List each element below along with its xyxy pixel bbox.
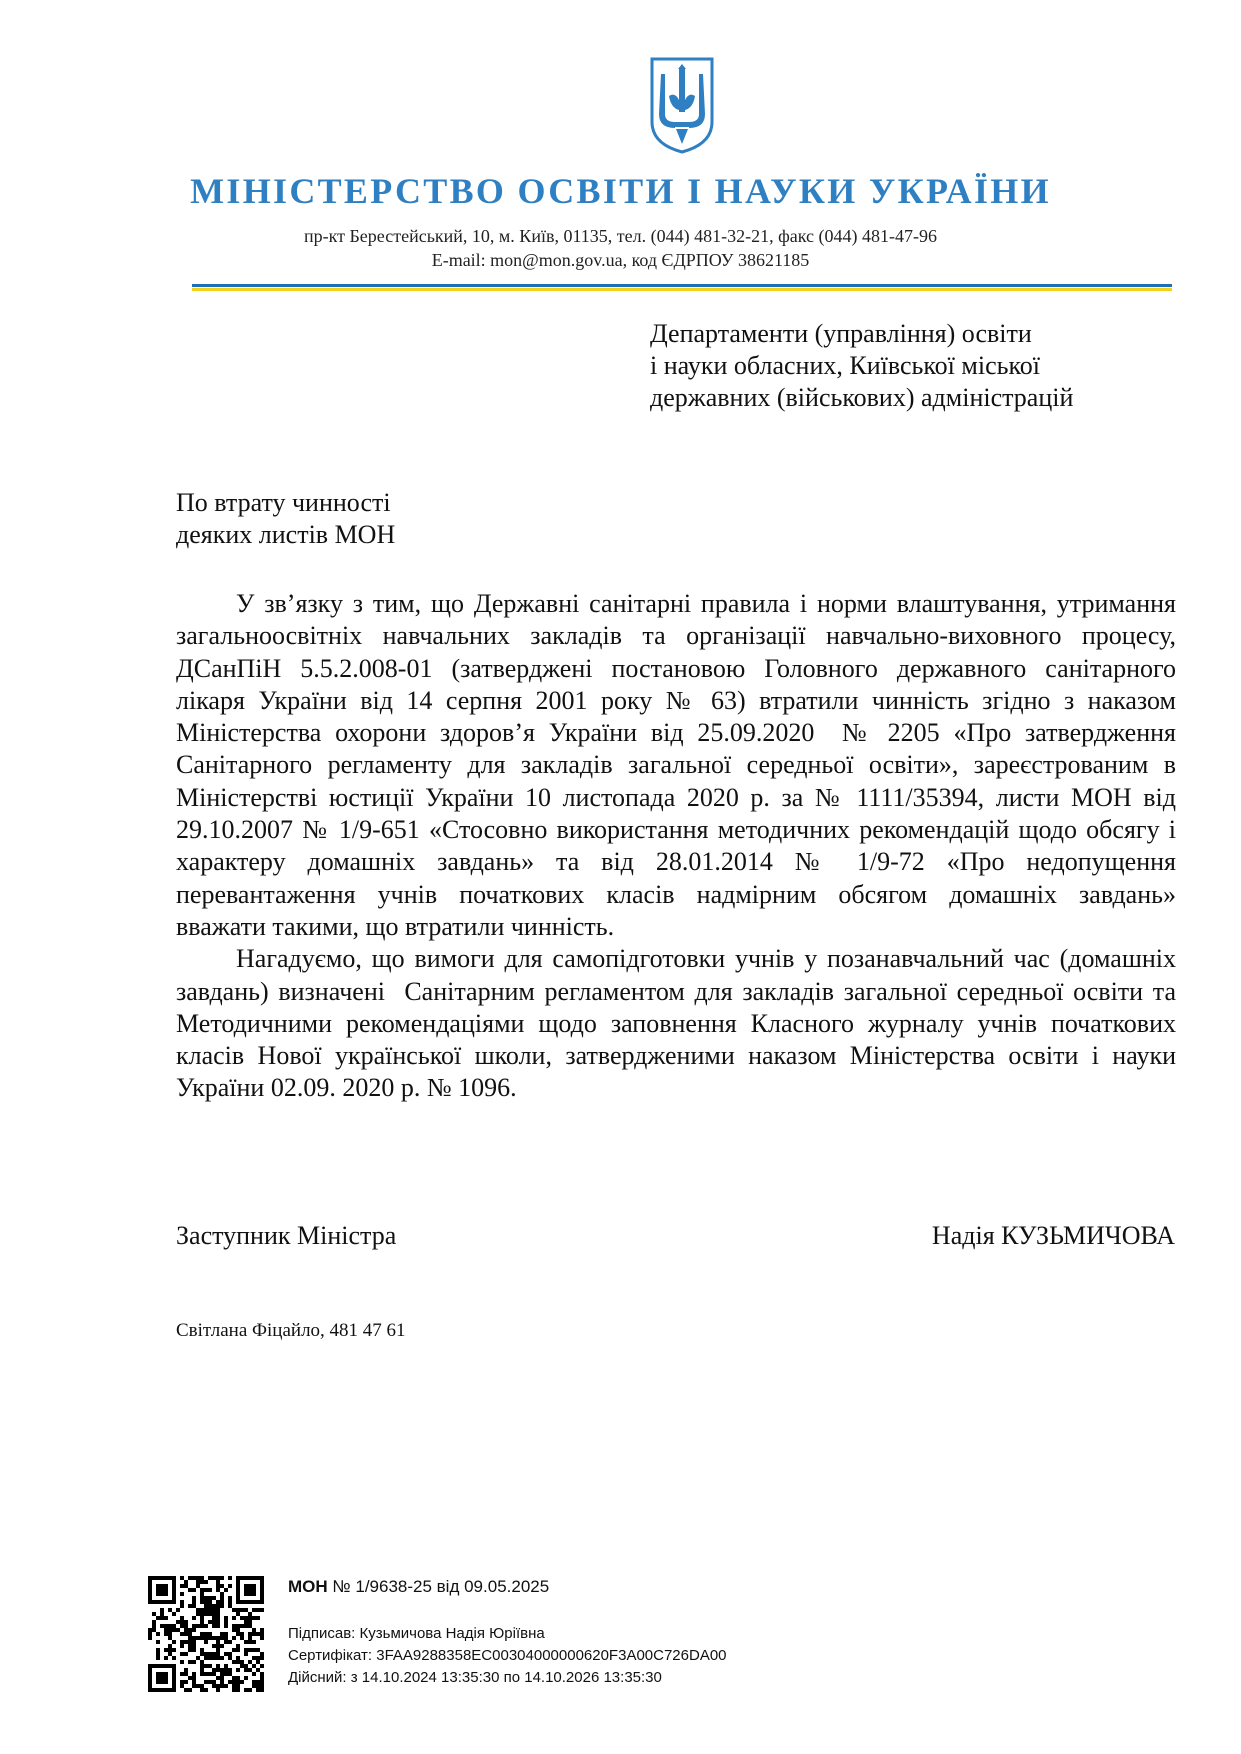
e-stamp-validity: Дійсний: з 14.10.2024 13:35:30 по 14.10.2026 13:35:30: [288, 1669, 662, 1686]
qr-code-icon: [148, 1576, 264, 1692]
recipient-line: і науки обласних, Київської міської: [650, 351, 1041, 380]
ministry-name: МІНІСТЕРСТВО ОСВІТИ І НАУКИ УКРАЇНИ: [190, 171, 1051, 211]
signatory-position: Заступник Міністра: [176, 1221, 397, 1250]
e-stamp-certificate: Сертифікат: 3FAA9288358EC00304000000620F3A00C726DA00: [288, 1647, 727, 1664]
signatory-name: Надія КУЗЬМИЧОВА: [931, 1221, 1175, 1250]
body-paragraph: У зв’язку з тим, що Державні санітарні правила і норми влаштування, утримання загальноосвітніх навчальних закладів та організації навчально-виховного процесу, ДСанПіН 5.5.2.008-01 (затверджені постановою Головного державного санітарного лікаря України від 14 серпня 2001 року № 63) втратили чинність згідно з наказом Міністерства охорони здоров’я України від 25.09.2020 № 2205 «Про затвердження Санітарного регламенту для закладів загальної середньої освіти», зареєстрованим в Міністерстві юстиції України 10 листопада 2020 р. за № 1111/35394, листи МОН від 29.10.2007 № 1/9-651 «Стосовно використання методичних рекомендацій щодо обсягу і характеру домашніх завдань» та від 28.01.2014 № 1/9-72 «Про недопущення перевантаження учнів початкових класів надмірним обсягом домашніх завдань» вважати такими, що втратили чинність.: [176, 589, 1196, 941]
ministry-address: пр-кт Берестейський, 10, м. Київ, 01135, тел. (044) 481-32-21, факс (044) 481-47-96: [303, 226, 938, 246]
e-stamp-signer: Підписав: Кузьмичова Надія Юріївна: [288, 1625, 545, 1642]
header-stripe-yellow: [192, 288, 1172, 291]
body-paragraph: Нагадуємо, що вимоги для самопідготовки учнів у позанавчальний час (домашніх завдань) визначені Санітарним регламентом для закладів загальної середньої освіти та Методичними рекомендаціями щодо заповнення Класного журналу учнів початкових класів Нової української школи, затвердженими наказом Міністерства освіти і науки України 02.09. 2020 р. № 1096.: [176, 944, 1183, 1103]
e-stamp-registration: [288, 1577, 549, 1597]
letter-body: [176, 588, 1196, 1105]
e-stamp-org: МОН: [288, 1577, 328, 1596]
recipient-line: Департаменти (управління) освіти: [650, 319, 1032, 348]
subject-line: По втрату чинності: [176, 488, 391, 517]
executor-info: Світлана Фіцайло, 481 47 61: [176, 1320, 406, 1341]
header-stripe-blue: [192, 284, 1172, 287]
subject-line: деяких листів МОН: [176, 520, 396, 549]
e-stamp-number: № 1/9638-25 від 09.05.2025: [332, 1577, 550, 1596]
recipient-block: [650, 318, 1073, 414]
ministry-contacts: E-mail: mon@mon.gov.ua, код ЄДРПОУ 38621185: [431, 250, 810, 270]
recipient-line: державних (військових) адміністрацій: [650, 383, 1074, 412]
coat-of-arms-emblem: [649, 56, 715, 154]
letter-subject: [176, 487, 395, 551]
